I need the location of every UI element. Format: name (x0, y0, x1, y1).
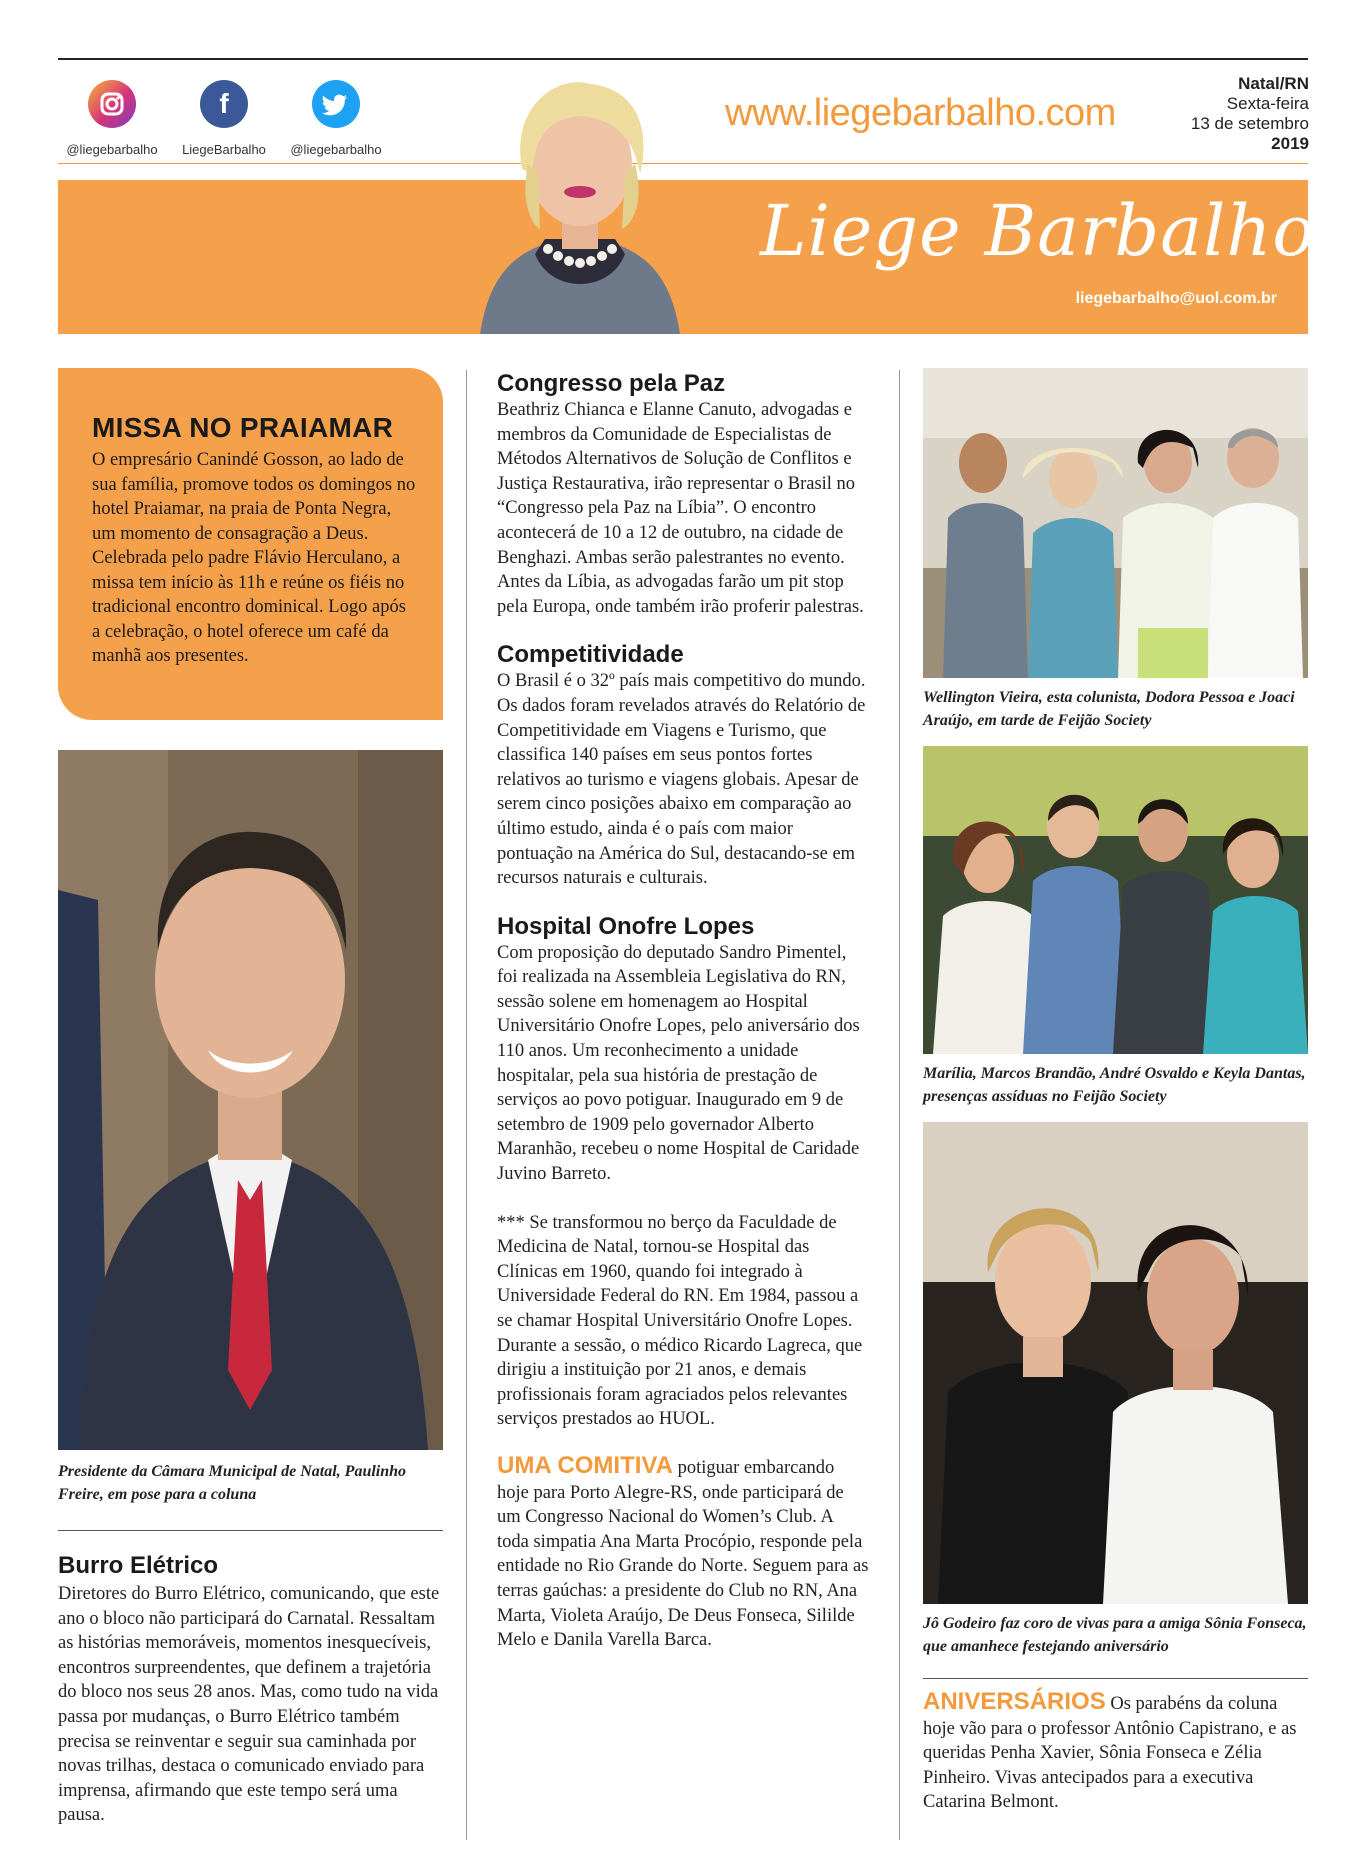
twitter-link[interactable] (281, 80, 391, 157)
instagram-handle: @liegebarbalho (66, 142, 158, 157)
date-block (1191, 74, 1309, 154)
comitiva-lead: UMA COMITIVA (497, 1451, 673, 1479)
photo-feijao-society-2 (923, 746, 1308, 1054)
website-url[interactable]: www.liegebarbalho.com (725, 92, 1116, 134)
hospital-title: Hospital Onofre Lopes (497, 912, 755, 940)
top-rule (58, 58, 1308, 60)
middle-column (497, 370, 869, 1653)
photo-feijao-society-1 (923, 368, 1308, 678)
facebook-icon: f (200, 80, 248, 128)
photo-right-caption-2: Marília, Marcos Brandão, André Osvaldo e Keyla Dantas, presenças assíduas no Feijão Society (923, 1065, 1306, 1105)
photo-right-caption-3: Jô Godeiro faz coro de vivas para a amiga Sônia Fonseca, que amanhece festejando aniversário (923, 1615, 1307, 1655)
contact-email[interactable]: liegebarbalho@uol.com.br (1075, 290, 1277, 307)
instagram-icon (88, 80, 136, 128)
column-divider-2 (899, 370, 900, 1840)
section-rule-right (923, 1678, 1308, 1679)
facebook-handle: LiegeBarbalho (182, 142, 266, 157)
aniversarios-section (923, 1690, 1308, 1815)
instagram-link[interactable] (57, 80, 167, 157)
aniversarios-paragraph (923, 1690, 1308, 1815)
city: Natal/RN (1238, 74, 1309, 93)
twitter-handle: @liegebarbalho (290, 142, 382, 157)
weekday: Sexta-feira (1226, 94, 1309, 113)
year: 2019 (1271, 134, 1309, 153)
congresso-text: Beathriz Chianca e Elanne Canuto, advogadas e membros da Comunidade de Especialistas de Métodos Alternativos de Solução de Conflitos e Justiça Restaurativa, irão representar o Brasil no “Congresso pela Paz na Líbia”. O encontro acontecerá de 10 a 12 de outubro, na cidade de Benghazi. Ambas serão palestrantes no evento. Antes da Líbia, as advogadas farão um pit stop pela Europa, onde também irão proferir palestras. (497, 400, 864, 617)
missa-title: MISSA NO PRAIAMAR (92, 412, 394, 443)
date: 13 de setembro (1190, 114, 1309, 133)
photo-left-caption: Presidente da Câmara Municipal de Natal, Paulinho Freire, em pose para a coluna (58, 1463, 407, 1503)
missa-box (58, 368, 443, 720)
burro-section (58, 1552, 443, 1828)
hospital-text-2: *** Se transformou no berço da Faculdade de Medicina de Natal, tornou-se Hospital das Clínicas em 1960, quando foi integrado à Universidade Federal do RN. Em 1984, passou a se chamar Hospital Universitário Onofre Lopes. Durante a sessão, o médico Ricardo Lagreca, que dirigiu a instituição por 21 anos, e demais profissionais foram agraciados pelos relevantes serviços prestados ao HUOL. (497, 1212, 863, 1430)
missa-text: O empresário Canindé Gosson, ao lado de sua família, promove todos os domingos no hotel Praiamar, na praia de Ponta Negra, um momento de consagração a Deus. Celebrada pelo padre Flávio Herculano, a missa tem início às 11h e reúne os fiéis no tradicional encontro dominical. Logo após a celebração, o hotel oferece um café da manhã aos presentes. (92, 450, 416, 666)
comitiva-paragraph (497, 1451, 869, 1653)
competitividade-text: O Brasil é o 32º país mais competitivo do mundo. Os dados foram revelados através do Relatório de Competitividade em Viagens e Turismo, que classifica 140 países em seus pontos fortes relativos ao turismo e viagens globais. Apesar de serem cinco posições abaixo em comparação ao último estudo, ainda é o país com maior pontuação na América do Sul, destacando-se em recursos naturais e culturais. (497, 671, 866, 889)
congresso-title: Congresso pela Paz (497, 370, 726, 397)
section-rule (58, 1530, 443, 1531)
twitter-icon (312, 80, 360, 128)
aniversarios-text: Os parabéns da coluna hoje vão para o professor Antônio Capistrano, e as queridas Penha Xavier, Sônia Fonseca e Zélia Pinheiro. Vivas antecipados para a executiva Catarina Belmont. (923, 1694, 1297, 1813)
burro-text: Diretores do Burro Elétrico, comunicando, que este ano o bloco não participará do Carnatal. Ressaltam as histórias memoráveis, momentos inesquecíveis, encontros surpreendentes, que definem a trajetória do bloco nos seus 28 anos. Mas, como tudo na vida passa por mudanças, o Burro Elétrico também precisa se reinventar e seguir sua caminhada por novas trilhas, destaca o comunicado enviado para imprensa, afirmando que este tempo será uma pausa. (58, 1584, 440, 1826)
comitiva-text: potiguar embarcando hoje para Porto Alegre-RS, onde participará de um Congresso Nacional do Women’s Club. A toda simpatia Ana Marta Procópio, responde pela entidade no Rio Grande do Norte. Seguem para as terras gaúchas: a presidente do Club no RN, Ana Marta, Violeta Araújo, De Deus Fonseca, Sililde Melo e Danila Varella Barca. (497, 1457, 869, 1651)
aniversarios-lead: ANIVERSÁRIOS (923, 1688, 1106, 1715)
competitividade-title: Competitividade (497, 641, 684, 669)
column-title: Liege Barbalho (760, 190, 1316, 272)
photo-paulinho-freire (58, 750, 443, 1450)
columnist-portrait (440, 64, 720, 334)
burro-title: Burro Elétrico (58, 1552, 219, 1579)
photo-aniversario-sonia (923, 1122, 1308, 1604)
facebook-link[interactable] (169, 80, 279, 157)
photo-right-caption-1: Wellington Vieira, esta colunista, Dodora Pessoa e Joaci Araújo, em tarde de Feijão Society (923, 689, 1295, 729)
column-divider-1 (466, 370, 467, 1840)
hospital-text: Com proposição do deputado Sandro Pimentel, foi realizada na Assembleia Legislativa do RN, sessão solene em homenagem ao Hospital Universitário Onofre Lopes, pelo aniversário dos 110 anos. Um reconhecimento a unidade hospitalar, pela sua história de prestação de serviços ao povo potiguar. Inaugurado em 9 de setembro de 1909 pelo governador Alberto Maranhão, recebeu o nome Hospital de Caridade Juvino Barreto. (497, 942, 860, 1185)
